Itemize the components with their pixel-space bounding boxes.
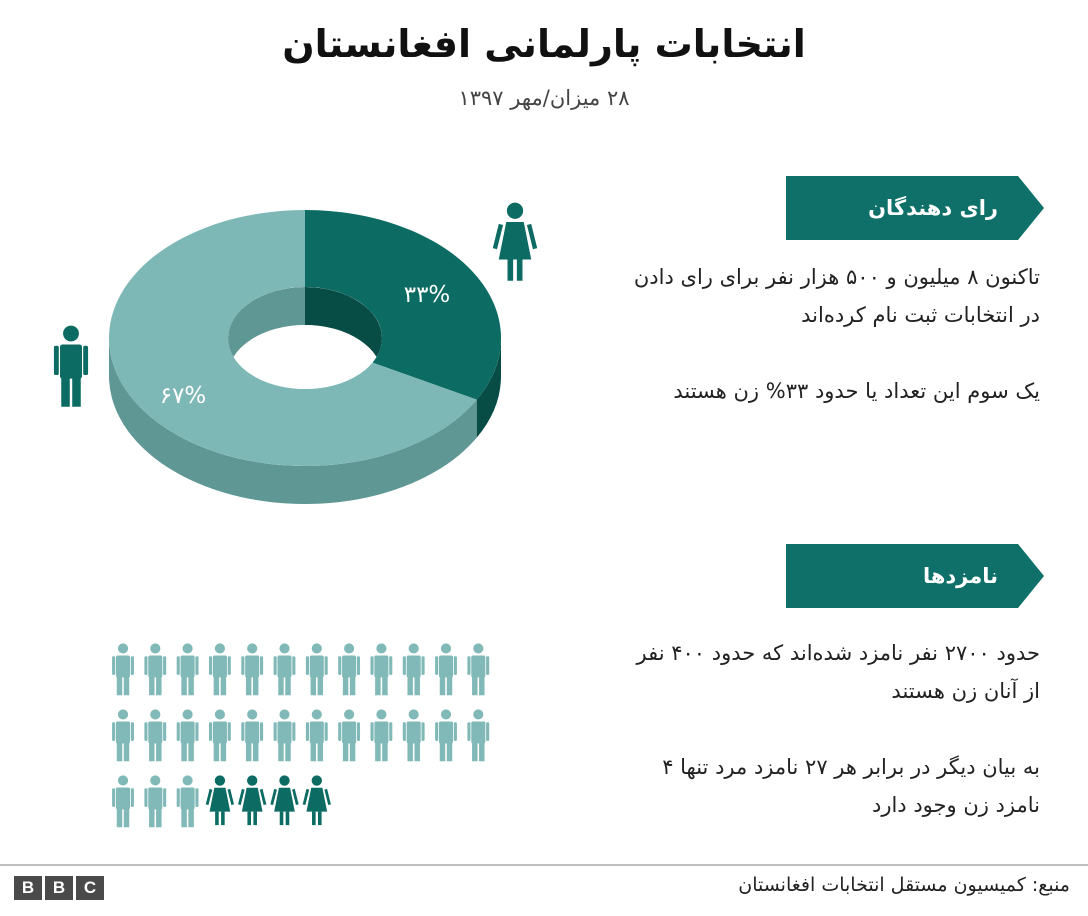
male-candidate-icon — [209, 709, 231, 761]
male-candidate-icon — [144, 643, 166, 695]
female-candidate-icon — [303, 775, 331, 825]
male-candidate-icon — [338, 643, 360, 695]
male-candidate-icon — [403, 709, 425, 761]
male-candidate-icon — [241, 709, 263, 761]
donut-label-0: ۳۳% — [403, 282, 451, 308]
page-date: ۲۸ میزان/مهر ۱۳۹۷ — [458, 86, 630, 110]
male-candidate-icon — [144, 709, 166, 761]
bbc-logo — [14, 876, 104, 900]
male-candidate-icon — [370, 643, 392, 695]
page-title: انتخابات پارلمانی افغانستان — [282, 22, 806, 66]
female-candidate-icon — [238, 775, 266, 825]
male-candidate-icon — [306, 709, 328, 761]
footer-divider — [0, 864, 1088, 866]
voters-text-2: یک سوم این تعداد یا حدود ۳۳% زن هستند — [673, 379, 1040, 403]
female-candidate-icon — [206, 775, 234, 825]
bbc-logo-block-1: B — [14, 876, 42, 900]
male-candidate-icon — [274, 643, 296, 695]
male-candidate-icon — [435, 643, 457, 695]
voters-banner — [786, 176, 1044, 240]
male-candidate-icon — [112, 709, 134, 761]
male-candidate-icon — [112, 643, 134, 695]
voter-donut-chart — [0, 130, 560, 530]
source-note: منبع: کمیسیون مستقل انتخابات افغانستان — [738, 874, 1070, 896]
candidates-heading: نامزدها — [922, 564, 998, 588]
bbc-logo-block-3: C — [76, 876, 104, 900]
male-candidate-icon — [177, 643, 199, 695]
male-candidate-icon — [241, 643, 263, 695]
candidates-text-1: حدود ۲۷۰۰ نفر نامزد شده‌اند که حدود ۴۰۰ نفر از آنان زن هستند — [636, 641, 1040, 703]
male-candidate-icon — [112, 775, 134, 827]
donut-label-1: ۶۷% — [159, 383, 207, 409]
male-candidate-icon — [435, 709, 457, 761]
voters-text-1: تاکنون ۸ میلیون و ۵۰۰ هزار نفر برای رای دادن در انتخابات ثبت نام کرده‌اند — [633, 265, 1040, 327]
male-candidate-icon — [209, 643, 231, 695]
candidates-text-2: به بیان دیگر در برابر هر ۲۷ نامزد مرد تنها ۴ نامزد زن وجود دارد — [662, 755, 1040, 817]
male-candidate-icon — [338, 709, 360, 761]
male-candidate-icon — [403, 643, 425, 695]
male-candidate-icon — [177, 709, 199, 761]
woman-icon — [493, 203, 537, 281]
candidate-pictogram — [100, 635, 500, 845]
male-candidate-icon — [144, 775, 166, 827]
male-candidate-icon — [274, 709, 296, 761]
candidates-banner-shape — [786, 544, 1044, 608]
male-candidate-icon — [370, 709, 392, 761]
female-candidate-icon — [270, 775, 298, 825]
voters-heading: رای دهندگان — [868, 196, 998, 220]
male-candidate-icon — [467, 643, 489, 695]
male-candidate-icon — [306, 643, 328, 695]
man-icon — [54, 326, 88, 407]
candidates-banner — [786, 544, 1044, 608]
male-candidate-icon — [467, 709, 489, 761]
male-candidate-icon — [177, 775, 199, 827]
bbc-logo-block-2: B — [45, 876, 73, 900]
